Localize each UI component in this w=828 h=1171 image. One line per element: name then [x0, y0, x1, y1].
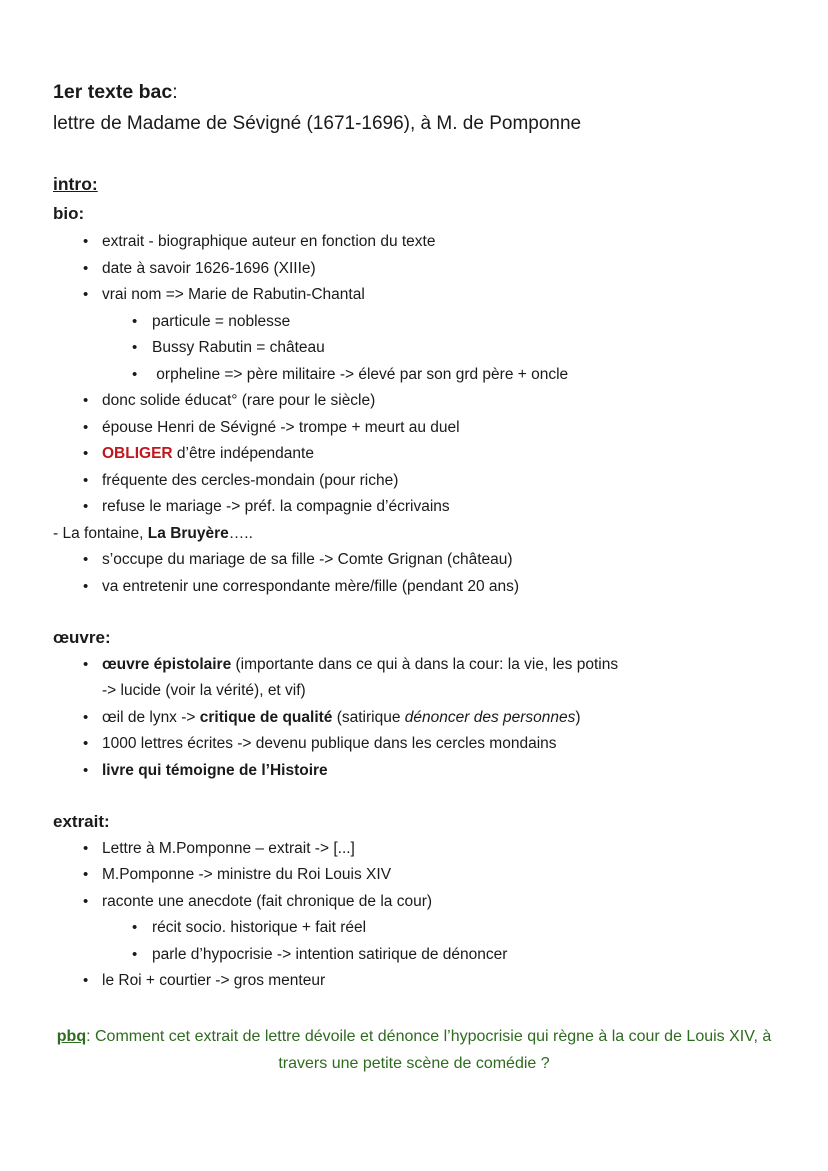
- item-text: fréquente des cercles-mondain (pour riche): [102, 472, 399, 489]
- list-item: [132, 364, 569, 386]
- item-bold: œuvre épistolaire: [102, 656, 232, 673]
- document-title: [53, 79, 178, 105]
- dash-bold: La Bruyère: [147, 525, 229, 542]
- item-text: refuse le mariage -> préf. la compagnie d’écrivains: [102, 498, 450, 515]
- bullet-icon: •: [83, 656, 89, 673]
- item-text: épouse Henri de Sévigné -> trompe + meurt au duel: [102, 419, 460, 436]
- item-italic: dénoncer des personnes: [404, 709, 576, 726]
- bullet-icon: •: [83, 233, 89, 250]
- bullet-icon: •: [83, 709, 89, 726]
- list-item: [132, 311, 291, 333]
- list-item: [132, 917, 367, 939]
- dash-line: [53, 523, 253, 545]
- pbq-label: pbq: [56, 1028, 87, 1045]
- item-text: (importante dans ce qui à dans la cour: la vie, les potins: [231, 656, 619, 673]
- intro-heading: intro:: [53, 174, 98, 194]
- list-item: [83, 417, 460, 439]
- problematique: [40, 1023, 788, 1077]
- extrait-heading: extrait:: [53, 812, 110, 831]
- list-item: [83, 549, 513, 571]
- list-item: [132, 944, 508, 966]
- bullet-icon: •: [83, 419, 89, 436]
- list-item: [83, 470, 399, 492]
- item-text: Bussy Rabutin = château: [152, 339, 325, 356]
- document-subtitle: lettre de Madame de Sévigné (1671-1696), à M. de Pomponne: [53, 113, 582, 134]
- item-text: donc solide éducat° (rare pour le siècle): [102, 392, 376, 409]
- item-text: vrai nom => Marie de Rabutin-Chantal: [102, 286, 365, 303]
- pbq-text: : Comment cet extrait de lettre dévoile et dénonce l’hypocrisie qui règne à la cour de Louis XIV, à travers une petite scène de comédie ?: [86, 1028, 772, 1072]
- bullet-icon: •: [132, 946, 138, 963]
- list-item: [83, 760, 328, 782]
- bullet-icon: •: [83, 762, 89, 779]
- list-item: [83, 891, 433, 913]
- list-item: [83, 864, 392, 886]
- item-text: M.Pomponne -> ministre du Roi Louis XIV: [102, 866, 392, 883]
- oeuvre-heading: œuvre:: [53, 628, 111, 647]
- list-item: [83, 390, 376, 412]
- bullet-icon: •: [83, 498, 89, 515]
- list-item: [83, 733, 557, 755]
- bullet-icon: •: [83, 735, 89, 752]
- item-text: ): [575, 709, 581, 726]
- bullet-icon: •: [83, 445, 89, 462]
- bullet-icon: •: [83, 972, 89, 989]
- list-item: [83, 576, 520, 598]
- item-text: récit socio. historique + fait réel: [152, 919, 367, 936]
- bullet-icon: •: [83, 260, 89, 277]
- dash-suffix: …..: [228, 525, 253, 542]
- item-text: raconte une anecdote (fait chronique de la cour): [102, 893, 433, 910]
- item-text: s’occupe du mariage de sa fille -> Comte Grignan (château): [102, 551, 513, 568]
- highlight-obliger: OBLIGER: [102, 445, 173, 462]
- list-item: [83, 707, 581, 729]
- bullet-icon: •: [83, 472, 89, 489]
- item-text: œil de lynx ->: [102, 709, 200, 726]
- dash-prefix: - La fontaine,: [53, 525, 148, 542]
- bullet-icon: •: [132, 919, 138, 936]
- item-bold: livre qui témoigne de l’Histoire: [102, 762, 328, 779]
- item-text: d’être indépendante: [172, 445, 314, 462]
- item-text: 1000 lettres écrites -> devenu publique dans les cercles mondains: [102, 735, 557, 752]
- bullet-icon: •: [83, 840, 89, 857]
- item-text: (satirique: [332, 709, 405, 726]
- list-item: [83, 258, 316, 280]
- bullet-icon: •: [132, 313, 138, 330]
- list-item-continuation: -> lucide (voir la vérité), et vif): [102, 682, 306, 699]
- bullet-icon: •: [83, 551, 89, 568]
- list-item: [83, 496, 450, 518]
- list-item: [83, 231, 436, 253]
- item-text: parle d’hypocrisie -> intention satirique de dénoncer: [152, 946, 508, 963]
- bullet-icon: •: [83, 286, 89, 303]
- title-suffix: :: [172, 81, 178, 103]
- list-item: [132, 337, 325, 359]
- list-item: [83, 443, 314, 465]
- item-text: Lettre à M.Pomponne – extrait -> [...]: [102, 840, 355, 857]
- item-text: orpheline => père militaire -> élevé par son grd père + oncle: [152, 366, 569, 383]
- list-item: [83, 654, 619, 676]
- title-bold: 1er texte bac: [53, 81, 173, 103]
- item-bold: critique de qualité: [199, 709, 333, 726]
- list-item: [83, 970, 326, 992]
- bullet-icon: •: [83, 578, 89, 595]
- item-text: va entretenir une correspondante mère/fille (pendant 20 ans): [102, 578, 520, 595]
- item-text: particule = noblesse: [152, 313, 291, 330]
- bullet-icon: •: [132, 366, 138, 383]
- item-text: date à savoir 1626-1696 (XIIIe): [102, 260, 316, 277]
- bullet-icon: •: [83, 392, 89, 409]
- bullet-icon: •: [132, 339, 138, 356]
- bio-heading: bio:: [53, 204, 85, 223]
- list-item: [83, 284, 365, 306]
- list-item: [83, 838, 355, 860]
- item-text: le Roi + courtier -> gros menteur: [102, 972, 326, 989]
- bullet-icon: •: [83, 893, 89, 910]
- item-text: extrait - biographique auteur en fonction du texte: [102, 233, 436, 250]
- bullet-icon: •: [83, 866, 89, 883]
